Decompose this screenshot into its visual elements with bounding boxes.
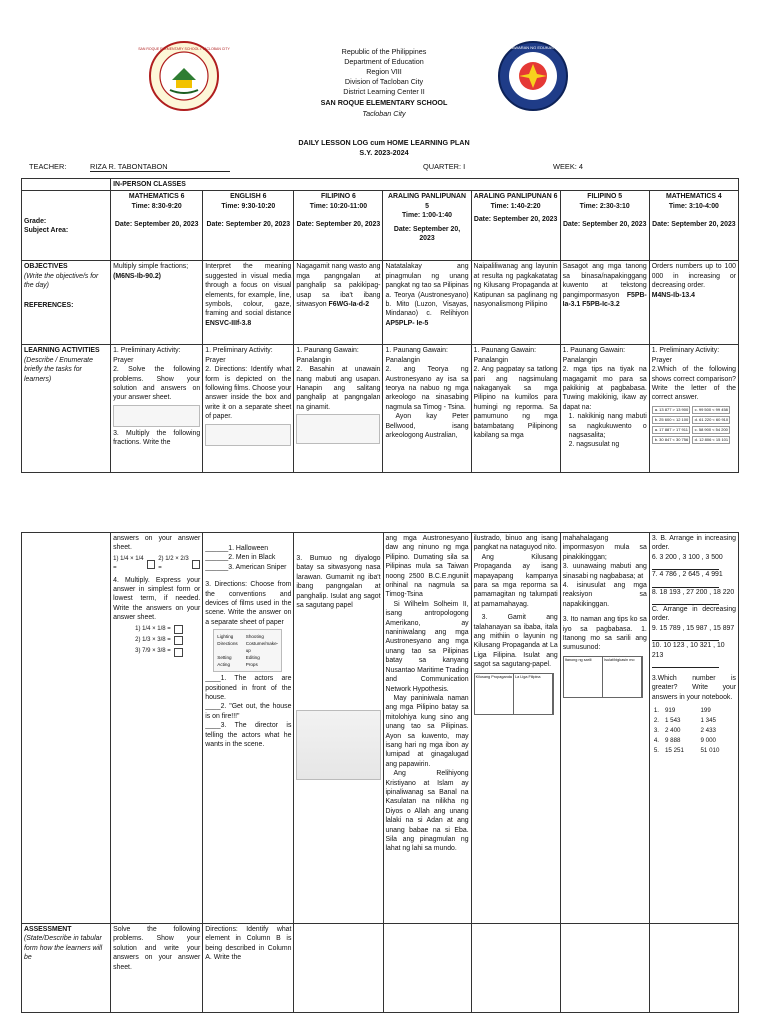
subject-name: MATHEMATICS 4 (666, 193, 722, 201)
choice-box: d. 12 806 < 15 101 (692, 436, 730, 444)
english6-question: ____2. "Get out, the house is on fire!!!" (205, 703, 292, 720)
grade-label: Grade: (24, 217, 47, 225)
activity-step: 2. Basahin at unawain nang mabuti ang usapan. Hanapin ang salitang panghalip at pangngalan na ginamit. (296, 366, 381, 411)
table-col-header: Kilusang Propaganda (475, 674, 514, 714)
pair-index: 1. (653, 707, 659, 715)
ap5-text: Si Wilhelm Solheim II, isang antropologong Amerikano, ay naniniwalang ang mga Austronesyano ang mga unang tao sa Pilipinas batay sa kanyang Nusantao Maritime Trading and Communication Network Hypothesis. (385, 600, 469, 693)
in-person-label: IN-PERSON CLASSES (111, 179, 739, 191)
activity-step: 2. nagsusulat ng (568, 441, 620, 449)
subject-name: FILIPINO 6 (320, 193, 356, 201)
choice-box: a. 17 887 > 17 911 (652, 426, 690, 434)
table-col-header: Isulat/bigkasin mo (603, 657, 642, 697)
seal-left-caption: SAN ROQUE ELEMENTARY SCHOOL • TACLOBAN CITY (138, 47, 230, 51)
subject-header-ap6 (471, 191, 560, 261)
objective-text: Orders numbers up to 100 000 in increasing or decreasing order. (651, 263, 736, 290)
objective-ap5 (383, 261, 471, 345)
table-row (654, 707, 734, 715)
word-box-item: Shooting (245, 634, 264, 640)
objectives-label: OBJECTIVES (24, 263, 68, 271)
seal-right-caption: KAGAWARAN NG EDUKASYON (503, 45, 563, 50)
teacher-label: TEACHER: (29, 162, 67, 171)
activity-step: 2. ang Teorya ng Austronesyano ay isa sa teorya na nabuo ng mga arkeologo na sinasabing nagmula sa Timog - Tsina. (385, 366, 469, 411)
assessment-math4 (649, 924, 738, 1013)
situation-picture (296, 710, 380, 780)
activity-step: 2.Which of the following shows correct comparison? Write the letter of the correct answer. (651, 366, 736, 402)
subject-time: Time: 1:40-2:20 (490, 202, 541, 210)
header-title: DAILY LESSON LOG cum HOME LEARNING PLAN (298, 138, 470, 147)
subject-header-math4 (649, 191, 738, 261)
subject-time: Time: 2:30-3:10 (579, 202, 630, 210)
activity-step: 3. Multiply the following fractions. Write the (113, 429, 201, 447)
table-row (654, 717, 734, 725)
objective-code: AP5PLP- Ie-5 (385, 319, 429, 327)
pair-a: 2 400 (664, 727, 681, 735)
ap5-text: May paniniwala naman ang mga Pilipino batay sa mitolohiya kung sino ang unang tao sa Pilipinas. Ayon sa kuwento, may isang hari ng mga ibon ay lumipad at ginagalugad ang papawirin. (385, 694, 469, 768)
activities-label: LEARNING ACTIVITIES (24, 347, 100, 355)
filipino5-text: mahahalagang impormasyon mula sa pinakikinggan; (562, 535, 647, 561)
assessment-label: ASSESSMENT (24, 926, 72, 933)
pair-a: 1 543 (664, 717, 681, 725)
film-item: ______2. Men in Black (205, 554, 276, 562)
week: WEEK: 4 (553, 162, 583, 171)
activity-step: 2. Solve the following problems. Show your solution and answers on your answer sheet. (113, 366, 201, 402)
objective-math4 (649, 261, 738, 345)
blank-label-cell (22, 533, 111, 924)
reading-tips-table (563, 656, 644, 698)
assessment-english6: Directions: Identify what element in Column B is being described in Column A. Write the (203, 924, 294, 1013)
math4-text: 3. B. Arrange in increasing order. (651, 535, 736, 552)
subject-time: Time: 8:30-9:20 (131, 202, 182, 210)
continued-math6 (111, 533, 203, 924)
objective-filipino6 (294, 261, 383, 345)
answer-line (652, 633, 719, 641)
header-city: Tacloban City (362, 109, 406, 118)
references-label: REFERENCES: (24, 301, 74, 309)
continued-ap5 (383, 533, 471, 924)
assessment-math6: Solve the following problems. Show your solution and write your answers on your answer sheet. (111, 924, 203, 1013)
math4-item: 9. 15 789 , 15 987 , 15 897 (651, 624, 735, 632)
answer-line (652, 660, 719, 668)
fraction-item: 3) 7/9 × 3/8 = (135, 648, 171, 655)
answer-line (652, 562, 719, 570)
fraction-row (135, 647, 200, 656)
objective-code: (M6NS-Ib-90.2) (113, 272, 161, 280)
answer-box (192, 560, 200, 569)
activity-step: 2. mga tips na tiyak na magagamit mo para sa pakikinig at pagbabasa. Tuwing makikinig, ikaw ay dapat na: (562, 366, 647, 411)
choice-box: a. 13 877 > 13 900 (652, 406, 690, 414)
fraction-item: 1) 1/4 × 1/8 = (135, 625, 171, 632)
pair-b: 1 345 (700, 717, 716, 725)
table-col-header: La Liga Filipina (514, 674, 553, 714)
filipino5-text: 3. uunawaing mabuti ang sinasabi ng nagbabasa; at (562, 563, 647, 580)
subject-time: Time: 9:30-10:20 (221, 202, 276, 210)
subject-header-ap5 (383, 191, 471, 261)
pair-b: 2 433 (700, 727, 716, 735)
activity-filipino5 (560, 345, 649, 473)
math4-text: C. Arrange in decreasing order. (651, 606, 736, 623)
ap6-text: 3. Gamit ang talahanayan sa ibaba, itala ang mithiin o layunin ng Kilusang Propaganda at La Liga Filipina. Isulat ang sagot sa sagutang-papel. (473, 614, 558, 669)
objective-text: Naipaliliwanag ang layunin at resulta ng pagkakatatag ng Kilusang Propaganda at Katipunan sa paglinang ng nasyonalismong Pilipino (473, 263, 558, 309)
subject-date: Date: September 20, 2023 (114, 221, 199, 229)
answer-box (174, 648, 183, 657)
objective-code: F6WG-Ia-d-2 (328, 301, 370, 309)
header-division: Division of Tacloban City (344, 77, 424, 86)
assessment-sub: (State/Describe in tabular form how the learners will be (24, 935, 103, 962)
subject-name: ENGLISH 6 (230, 193, 267, 201)
objective-text: Sasagot ang mga tanong sa binasa/napakinggang kuwento at tekstong pangimpormasyon (562, 263, 647, 299)
objective-math6 (111, 261, 203, 345)
word-box-item: Props (245, 662, 258, 668)
subject-time: Time: 1:00-1:40 (401, 212, 453, 220)
pair-a: 9 888 (664, 737, 681, 745)
continued-filipino6 (294, 533, 383, 924)
activities-sub: (Describe / Enumerate briefly the tasks for learners) (24, 356, 93, 383)
pair-b: 51 010 (700, 747, 720, 755)
objective-code: ENSVC-IIIf-3.8 (205, 319, 252, 327)
subject-date: Date: September 20, 2023 (393, 225, 461, 243)
subject-name: FILIPINO 5 (587, 193, 623, 201)
activity-math6 (111, 345, 203, 473)
lesson-plan-table-top (21, 178, 739, 473)
objective-filipino5 (560, 261, 649, 345)
ap6-text: ilustrado, binuo ang isang pangkat na nataguyod nito. (473, 535, 558, 552)
assessment-ap6 (471, 924, 560, 1013)
lesson-plan-table-bottom (21, 532, 739, 1013)
subject-name: MATHEMATICS 6 (128, 193, 185, 201)
continued-filipino5 (560, 533, 649, 924)
english6-directions: 3. Directions: Choose from the conventions and devices of films used in the scene. Write the answer on a separate sheet of paper (205, 581, 292, 626)
ap5-text: Ang Relihiyong Kristiyano at Islam ay ipinaliwanag sa Banal na Kasulatan na nilikha ng Diyos o Allah ang unang lalaki na si Adan at ang unang babae na si Eba. Sila ang pinagmulan ng lahat ng lahi sa mundo. (385, 770, 469, 853)
activity-step: 1. Preliminary Activity: Prayer (651, 347, 720, 364)
choice-box: c. 99 500 < 99 458 (692, 406, 730, 414)
answer-line (652, 580, 719, 588)
number-pairs (652, 705, 736, 757)
math6-text: answers on your answer sheet. (113, 535, 201, 552)
subject-name: ARALING PANLIPUNAN 5 (388, 193, 466, 210)
choice-box: c. 58 900 < 54 200 (692, 426, 730, 434)
continued-ap6 (471, 533, 560, 924)
math4-item: 6. 3 200 , 3 100 , 3 500 (651, 553, 723, 561)
word-box-item: Costume/make-up (245, 641, 279, 654)
activity-step: 1. Paunang Gawain: Panalangin (385, 347, 448, 364)
pair-a: 919 (664, 707, 676, 715)
fraction-row (135, 625, 200, 634)
answer-box (174, 636, 183, 645)
fraction-item: 1) 1/4 × 1/4 = (113, 555, 144, 572)
continued-english6 (203, 533, 294, 924)
table-row (654, 737, 734, 745)
quarter: QUARTER: I (423, 162, 466, 171)
activity-step: 1. Preliminary Activity: Prayer (113, 347, 181, 364)
activity-step: 1. Paunang Gawain: Panalangin (296, 347, 359, 364)
objective-text: Multiply simple fractions; (113, 263, 189, 271)
answer-box (147, 560, 155, 569)
objective-text: Natatalakay ang pinagmulan ng unang pangkat ng tao sa Pilipinas a. Teorya (Austronesyano) b. Mito (Luzon, Visayas, Mindanao) c. Relihiyon (385, 263, 469, 318)
pair-b: 9 000 (700, 737, 716, 745)
objective-text: Interpret the meaning suggested in visual media through a focus on visual elements, for example, line, symbols, colour, gaze, framing and social distance (205, 263, 292, 318)
activity-step: 1. Paunang Gawain: Panalangin (562, 347, 626, 364)
answer-line (652, 597, 719, 605)
film-item: ______3. American Sniper (205, 563, 287, 571)
assessment-ap5 (383, 924, 471, 1013)
math4-item: 8. 18 193 , 27 200 , 18 220 (651, 588, 735, 596)
objective-text: Nagagamit nang wasto ang mga pangngalan at panghalip sa pakikipag-usap sa iba't ibang sitwasyon (296, 263, 381, 309)
subject-area-label: Subject Area: (24, 226, 69, 234)
subject-header-filipino6 (294, 191, 383, 261)
pair-index: 4. (653, 737, 659, 745)
word-box-item: Directions (217, 641, 238, 647)
table-row (654, 747, 734, 755)
choice-box: b. 25 600 < 12 100 (652, 416, 690, 424)
filipino6-text: 3. Bumuo ng diyalogo batay sa sitwasyong nasa larawan. Gumamit ng iba't ibang pangngalan at panghalip. Isulat ang sagot sa sagutang papel (296, 555, 381, 610)
grade-subject-cell (22, 191, 111, 261)
pair-index: 2. (653, 717, 659, 725)
activity-step: Ayon kay Peter Bellwood, isang arkeologong Australian, (385, 413, 469, 440)
activity-step: 2. Ang pagpatay sa tatlong pari ang nagsimulang nakaganyak sa mga Pilipino na kumilos para humingi ng reporma. Sa pamumuno ng mga batambatang Pilipinong kabilang sa mga (473, 366, 558, 440)
header-school: SAN ROQUE ELEMENTARY SCHOOL (320, 98, 448, 107)
propaganda-table (474, 673, 555, 715)
math4-item: 10. 10 123 , 10 321 , 10 213 (651, 642, 725, 659)
subject-name: ARALING PANLIPUNAN 6 (473, 193, 558, 201)
subject-date: Date: September 20, 2023 (296, 221, 381, 229)
filipino5-text: 4. isinusulat ang mga reaksiyon sa napakikinggan. (562, 582, 647, 608)
word-box-item: Setting (217, 655, 232, 661)
activity-ap5 (383, 345, 471, 473)
activity-step: 1. nakikinig nang mabuti sa nagkukuwento o nagsasalita; (568, 413, 647, 440)
header-republic: Republic of the Philippines (341, 47, 427, 56)
pair-index: 5. (653, 747, 659, 755)
activity-ap6 (471, 345, 560, 473)
subject-date: Date: September 20, 2023 (206, 221, 291, 229)
film-choices-thumbnail (205, 424, 291, 446)
header-school-year: S.Y. 2023-2024 (359, 148, 409, 157)
subject-header-english6 (203, 191, 294, 261)
header-region: Region VIII (366, 67, 402, 76)
continued-math4 (649, 533, 738, 924)
word-box-item: Acting (217, 662, 231, 668)
blank-cell (22, 179, 111, 191)
fraction-item: 2) 1/3 × 3/8 = (135, 637, 171, 644)
objective-ap6 (471, 261, 560, 345)
ap6-text: Ang Kilusang Propaganda ay isang mapayapang kampanya para sa mga reporma sa pamamagitan ng talumpati at pamamahayag. (473, 553, 558, 608)
pair-index: 3. (653, 727, 659, 735)
subject-date: Date: September 20, 2023 (562, 221, 647, 229)
pair-a: 15 251 (664, 747, 684, 755)
word-box-item: Editing (245, 655, 260, 661)
dialogue-thumbnail (296, 414, 380, 444)
table-col-header: Itanong ng sarili (564, 657, 603, 697)
activity-english6 (203, 345, 294, 473)
objectives-sub: (Write the objective/s for the day) (24, 272, 99, 290)
activities-label-cell (22, 345, 111, 473)
teacher-name: RIZA R. TABONTABON (90, 162, 230, 172)
problem-thumbnail (113, 405, 200, 427)
objective-code: F5PB-Ia-3.1 F5PB-Ic-3.2 (562, 291, 647, 309)
english6-question: ____3. The director is telling the actors what he wants in the scene. (205, 722, 292, 749)
activity-step: 2. Directions: Identify what form is depicted on the following films. Choose your answer inside the box and write it on a separate sheet of paper. (205, 366, 292, 421)
math4-text: 3.Which number is greater? Write your answers in your notebook. (651, 675, 736, 701)
subject-header-filipino5 (560, 191, 649, 261)
activity-filipino6 (294, 345, 383, 473)
objective-english6 (203, 261, 294, 345)
activity-step: 1. Paunang Gawain: Panalangin (473, 347, 536, 364)
activity-step: 1. Preliminary Activity: Prayer (205, 347, 273, 364)
assessment-label-cell (22, 924, 111, 1013)
math4-item: 7. 4 786 , 2 645 , 4 991 (651, 571, 723, 579)
word-box (213, 629, 282, 672)
header-department: Department of Education (344, 57, 424, 66)
subject-time: Time: 3:10-4:00 (668, 202, 719, 210)
math6-text: 4. Multiply. Express your answer in simplest form or lowest term, if needed. Write the answers on your answer sheet. (113, 576, 201, 622)
objective-code: M4NS-Ib-13.4 (651, 291, 696, 299)
objectives-label-cell (22, 261, 111, 345)
fraction-row (135, 636, 200, 645)
header-district: District Learning Center II (343, 87, 425, 96)
fraction-row (113, 555, 200, 574)
assessment-filipino6 (294, 924, 383, 1013)
table-row (654, 727, 734, 735)
word-box-item: Lighting (217, 634, 234, 640)
choice-box: d. 61 220 < 60 910 (692, 416, 730, 424)
filipino5-text: 3. Ito naman ang tips ko sa iyo sa pagbabasa. 1. Itanong mo sa sarili ang sumusunod: (562, 616, 647, 652)
english6-question: ____1. The actors are positioned in front of the house. (205, 675, 292, 702)
choice-box: b. 30 847 < 30 756 (652, 436, 690, 444)
fraction-item: 2) 1/2 × 2/3 = (158, 555, 189, 572)
ap5-text: ang mga Austronesyano daw ang ninuno ng mga Pilipino. Dumating sila sa Pilipinas mula sa Taiwan noong 2500 B.C.E.nguniit orihinal na nagmula sa Timog-Tsina (385, 535, 469, 599)
activity-math4 (649, 345, 738, 473)
subject-date: Date: September 20, 2023 (652, 221, 736, 229)
subject-date: Date: September 20, 2023 (473, 216, 558, 224)
subject-header-math6 (111, 191, 203, 261)
subject-time: Time: 10:20-11:00 (309, 202, 368, 210)
film-item: ______1. Halloween (205, 545, 269, 552)
pair-b: 199 (700, 707, 711, 715)
assessment-filipino5 (560, 924, 649, 1013)
answer-box (174, 625, 183, 634)
comparison-choices (652, 406, 736, 444)
